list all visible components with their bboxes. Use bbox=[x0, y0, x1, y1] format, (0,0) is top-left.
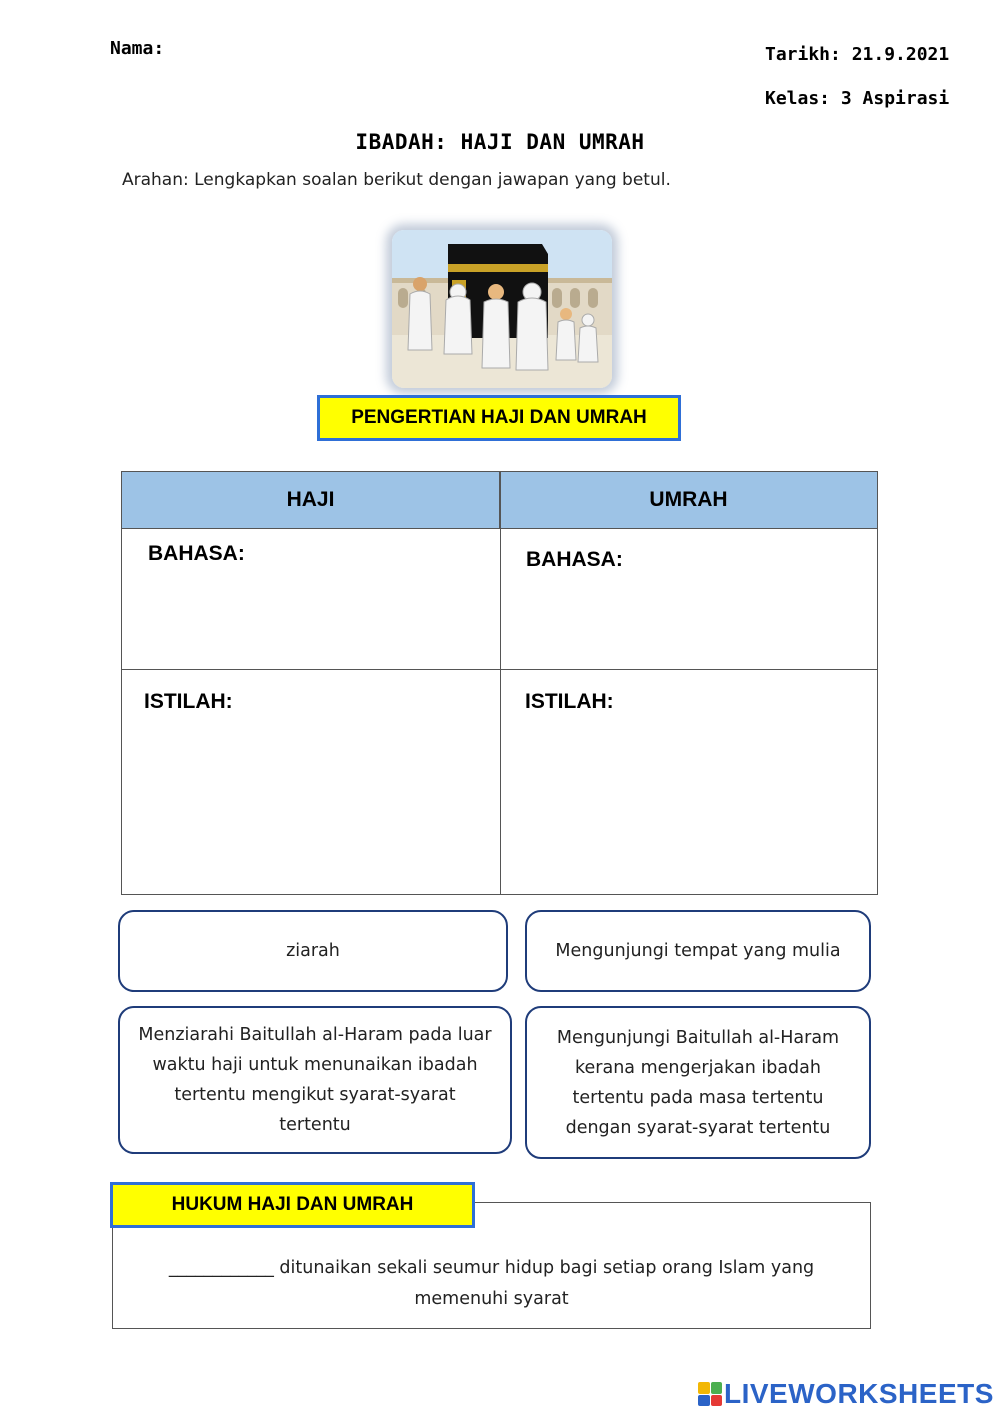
page-title: IBADAH: HAJI DAN UMRAH bbox=[355, 130, 645, 154]
liveworksheets-logo bbox=[698, 1378, 994, 1410]
kelas-label: Kelas: 3 Aspirasi bbox=[765, 88, 950, 109]
instruction-text: Arahan: Lengkapkan soalan berikut dengan jawapan yang betul. bbox=[122, 170, 671, 190]
umrah-istilah-label: ISTILAH: bbox=[525, 690, 614, 713]
liveworksheets-logo-icon bbox=[698, 1382, 722, 1406]
table-header-umrah: UMRAH bbox=[500, 472, 877, 529]
section-banner-pengertian: PENGERTIAN HAJI DAN UMRAH bbox=[317, 395, 681, 441]
liveworksheets-brand-text: LIVEWORKSHEETS bbox=[724, 1378, 994, 1409]
tarikh-label: Tarikh: 21.9.2021 bbox=[765, 44, 950, 65]
definition-table bbox=[121, 471, 878, 895]
hukum-statement: ____________ ditunaikan sekali seumur hidup bagi setiap orang Islam yang memenuhi syarat bbox=[168, 1258, 815, 1309]
haji-bahasa-label: BAHASA: bbox=[148, 542, 245, 565]
umrah-bahasa-label: BAHASA: bbox=[526, 548, 623, 571]
table-header-haji: HAJI bbox=[122, 472, 500, 529]
answer-card[interactable]: Mengunjungi Baitullah al-Haram kerana mengerjakan ibadah tertentu pada masa tertentu dengan syarat-syarat tertentu bbox=[525, 1006, 871, 1159]
answer-card[interactable]: ziarah bbox=[118, 910, 508, 992]
table-column-divider bbox=[500, 472, 501, 894]
nama-label: Nama: bbox=[110, 38, 165, 59]
table-row-divider bbox=[122, 669, 877, 670]
haji-istilah-label: ISTILAH: bbox=[144, 690, 233, 713]
answer-card[interactable]: Menziarahi Baitullah al-Haram pada luar waktu haji untuk menunaikan ibadah tertentu mengikut syarat-syarat tertentu bbox=[118, 1006, 512, 1154]
kaaba-illustration-svg bbox=[392, 230, 612, 388]
kaaba-pilgrims-illustration bbox=[392, 230, 612, 388]
answer-card[interactable]: Mengunjungi tempat yang mulia bbox=[525, 910, 871, 992]
section-banner-hukum: HUKUM HAJI DAN UMRAH bbox=[110, 1182, 475, 1228]
